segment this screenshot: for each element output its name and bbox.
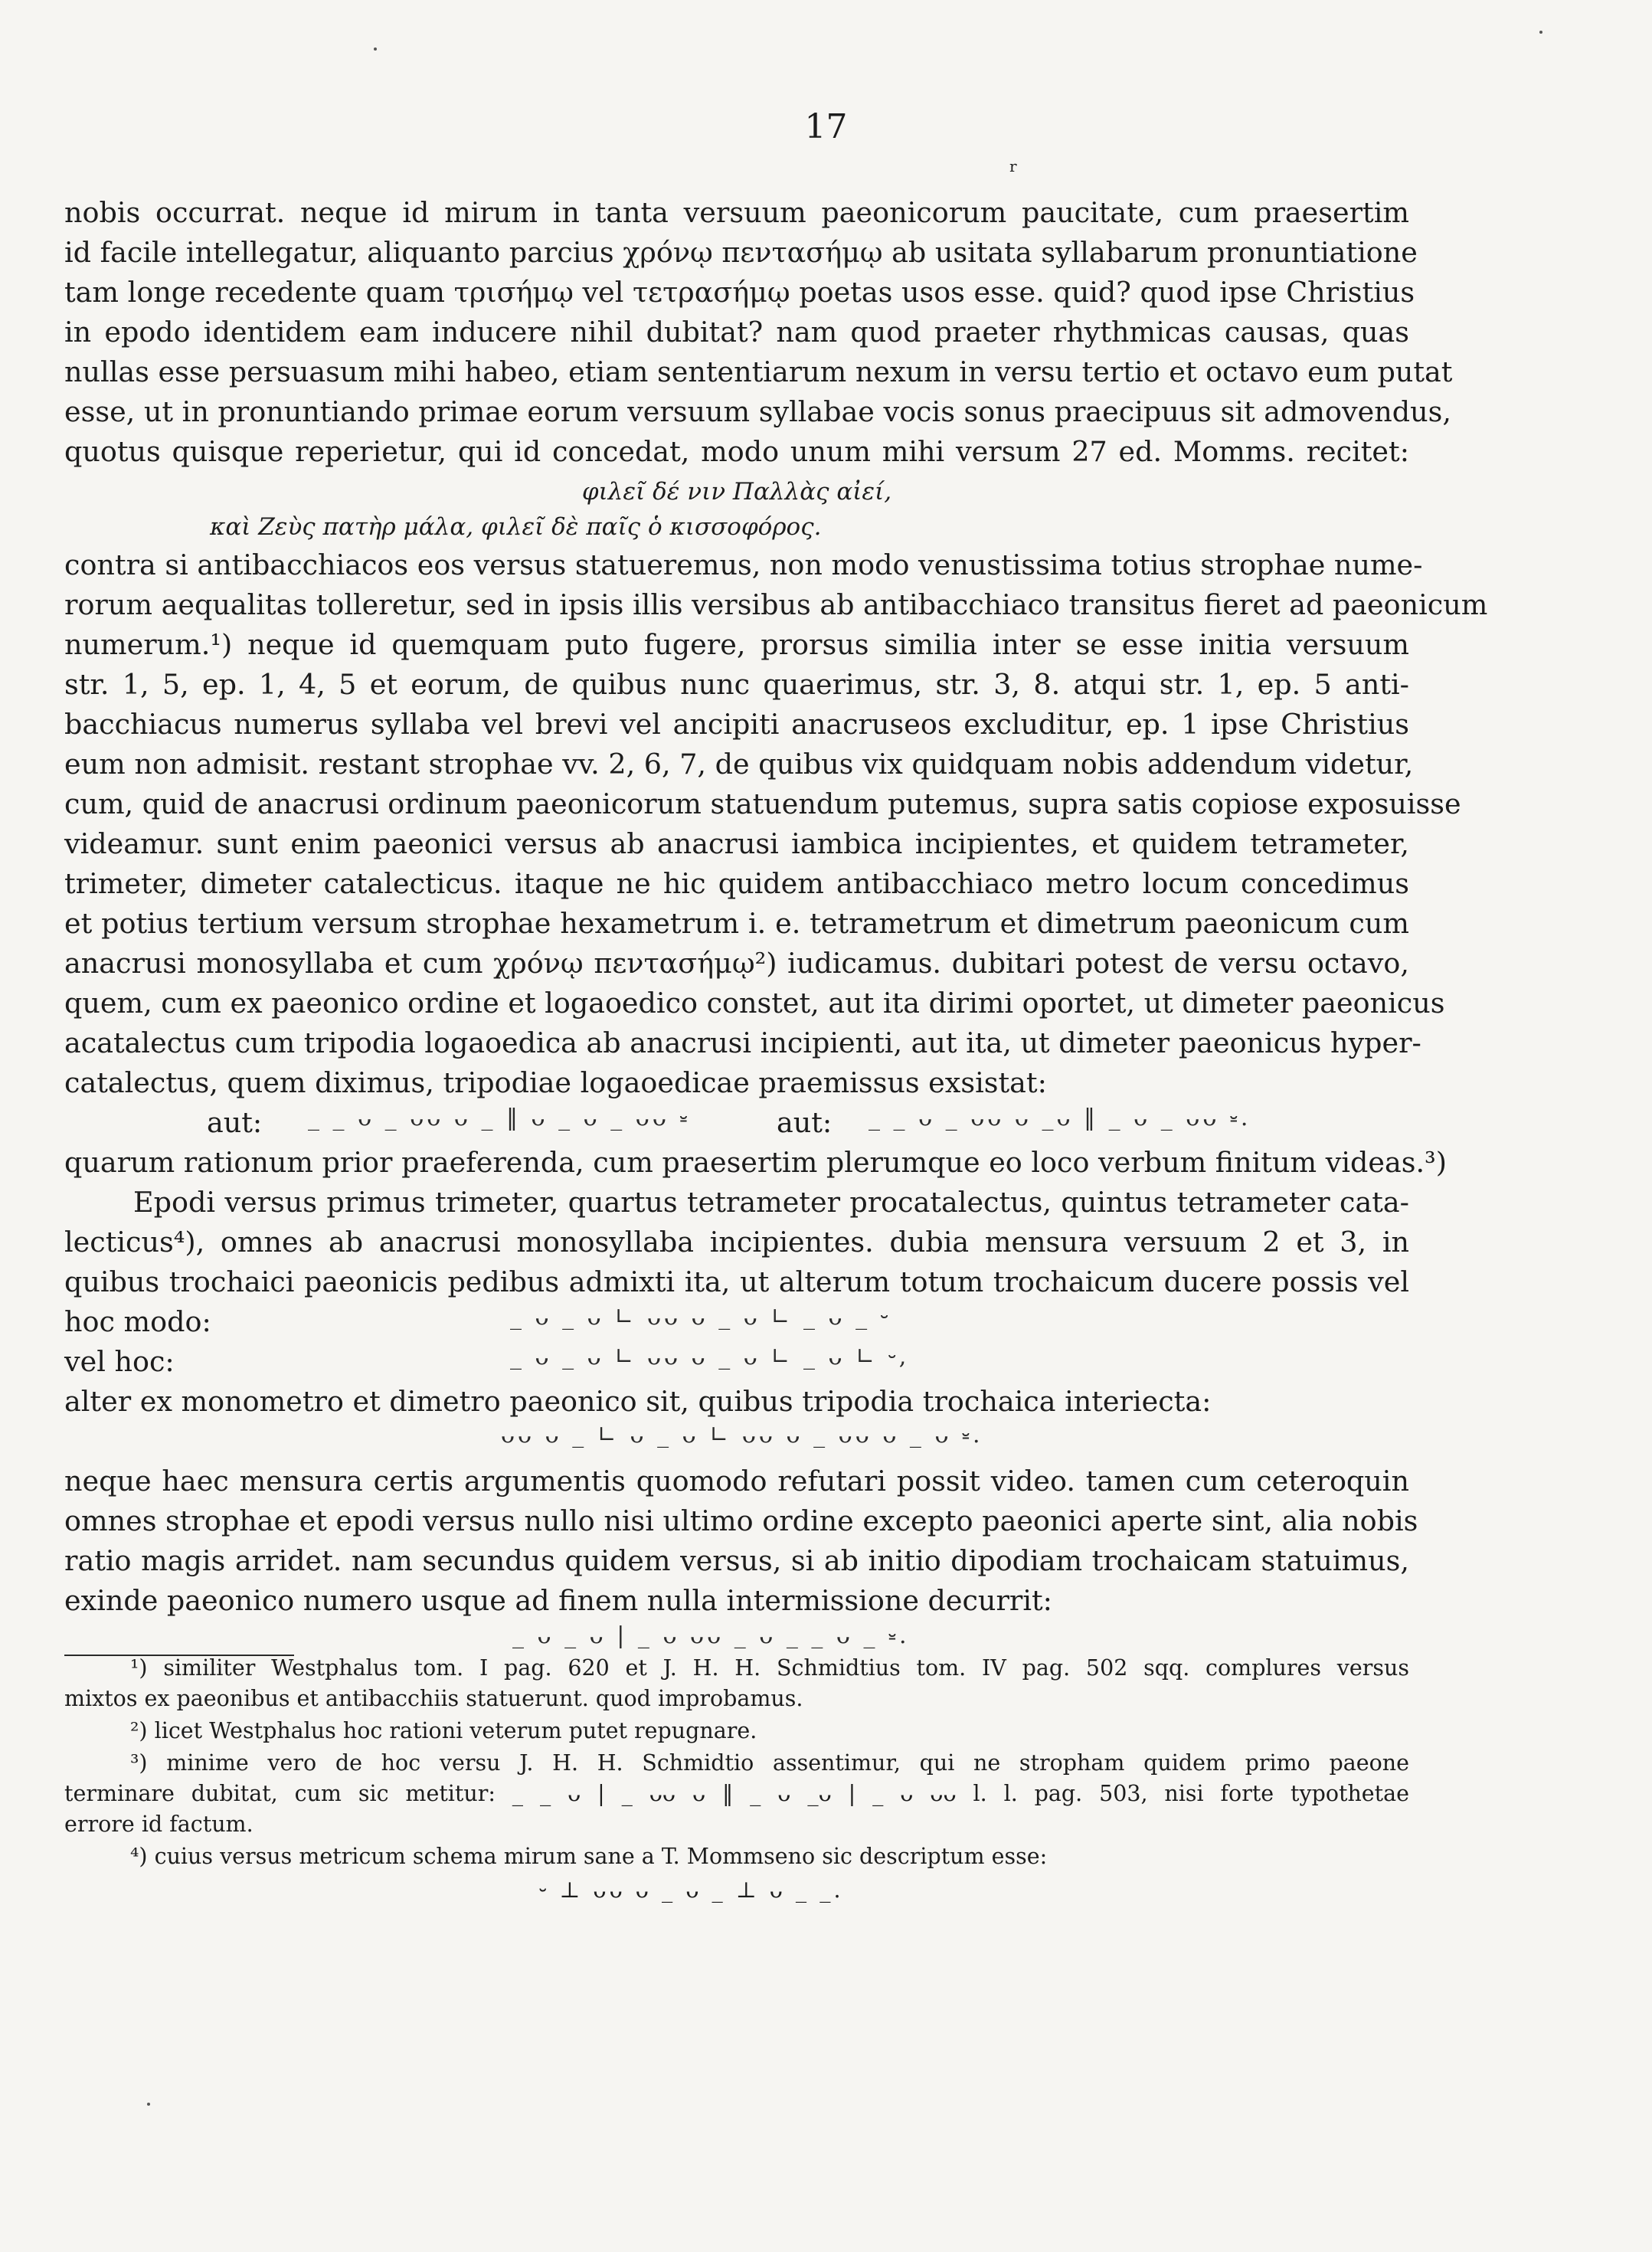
paper-speck — [374, 47, 377, 51]
text-line: nullas esse persuasum mihi habeo, etiam sententiarum nexum in versu tertio et octavo eum putat — [64, 355, 1453, 388]
metrical-scheme: _ _ ᴗ _ ᴗᴗ ᴗ _ᴗ ‖ _ ᴗ _ ᴗᴗ ⏓. — [869, 1105, 1251, 1131]
page-number: 17 — [804, 107, 848, 146]
text-line: in epodo identidem eam inducere nihil dubitat? nam quod praeter rhythmicas causas, quas — [64, 316, 1409, 349]
text-line: Epodi versus primus trimeter, quartus tetrameter procatalectus, quintus tetrameter cata- — [133, 1186, 1409, 1219]
text-line: lecticus⁴), omnes ab anacrusi monosyllaba incipientes. dubia mensura versuum 2 et 3, in — [64, 1226, 1409, 1259]
text-line: trimeter, dimeter catalecticus. itaque ne hic quidem antibacchiaco metro locum concedimus — [64, 867, 1409, 900]
text-line: quarum rationum prior praeferenda, cum praesertim plerumque eo loco verbum finitum videas.³) — [64, 1146, 1447, 1179]
text-line: videamur. sunt enim paeonici versus ab anacrusi iambica incipientes, et quidem tetrameter, — [64, 827, 1409, 860]
text-line: anacrusi monosyllaba et cum χρόνῳ πεντασήμῳ²) iudicamus. dubitari potest de versu octavo, — [64, 947, 1409, 980]
footnote-line: ²) licet Westphalus hoc rationi veterum putet repugnare. — [130, 1718, 757, 1743]
text-line: alter ex monometro et dimetro paeonico sit, quibus tripodia trochaica interiecta: — [64, 1385, 1212, 1418]
text-line: exinde paeonico numero usque ad finem nulla intermissione decurrit: — [64, 1584, 1052, 1617]
paper-speck — [1539, 31, 1542, 34]
footnote-line: terminare dubitat, cum sic metitur: _ _ ᴗ | _ ᴗᴗ ᴗ ‖ _ ᴗ _ᴗ | _ ᴗ ᴗᴗ l. l. pag. 503, nisi forte typothetae — [64, 1781, 1409, 1806]
text-line: neque haec mensura certis argumentis quomodo refutari possit video. tamen cum ceteroquin — [64, 1465, 1409, 1498]
paper-speck — [147, 2103, 150, 2106]
metrical-scheme: _ ᴗ _ ᴗ | _ ᴗ ᴗᴗ _ ᴗ _ _ ᴗ _ ⏓. — [512, 1622, 910, 1649]
text-line: numerum.¹) neque id quemquam puto fugere, prorsus similia inter se esse initia versuum — [64, 628, 1409, 661]
metrical-scheme: _ ᴗ _ ᴗ ∟ ᴗᴗ ᴗ _ ᴗ ∟ _ ᴗ ∟ ⏑, — [510, 1344, 910, 1370]
text-line: bacchiacus numerus syllaba vel brevi vel ancipiti anacruseos excluditur, ep. 1 ipse Christius — [64, 708, 1409, 741]
footnote-line: ¹) similiter Westphalus tom. I pag. 620 et J. H. H. Schmidtius tom. IV pag. 502 sqq. complures versus — [130, 1655, 1409, 1681]
text-line: quotus quisque reperietur, qui id concedat, modo unum mihi versum 27 ed. Momms. recitet: — [64, 435, 1409, 468]
metrical-scheme: ᴗᴗ ᴗ _ ∟ ᴗ _ ᴗ ∟ ᴗᴗ ᴗ _ ᴗᴗ ᴗ _ ᴗ ⏓. — [501, 1422, 983, 1448]
text-line: ratio magis arridet. nam secundus quidem versus, si ab initio dipodiam trochaicam statuimus, — [64, 1544, 1409, 1577]
text-line: esse, ut in pronuntiando primae eorum versuum syllabae vocis sonus praecipuus sit admovendus, — [64, 395, 1451, 428]
printer-mark: r — [1009, 157, 1017, 175]
text-line: quibus trochaici paeonicis pedibus admixti ita, ut alterum totum trochaicum ducere possis vel — [64, 1265, 1409, 1298]
footnote-line: mixtos ex paeonibus et antibacchiis statuerunt. quod improbamus. — [64, 1686, 803, 1711]
metrical-scheme: _ _ ᴗ _ ᴗᴗ ᴗ _ ‖ ᴗ _ ᴗ _ ᴗᴗ ⏓ — [308, 1105, 691, 1131]
greek-verse-line: καὶ Ζεὺς πατὴρ μάλα, φιλεῖ δὲ παῖς ὁ κισσοφόρος. — [210, 513, 822, 541]
text-line: nobis occurrat. neque id mirum in tanta versuum paeonicorum paucitate, cum praesertim — [64, 196, 1409, 229]
text-line: tam longe recedente quam τρισήμῳ vel τετρασήμῳ poetas usos esse. quid? quod ipse Christius — [64, 276, 1415, 309]
text-line: cum, quid de anacrusi ordinum paeonicorum statuendum putemus, supra satis copiose exposuisse — [64, 787, 1461, 820]
text-line: et potius tertium versum strophae hexametrum i. e. tetrametrum et dimetrum paeonicum cum — [64, 907, 1409, 940]
text-line: rorum aequalitas tolleretur, sed in ipsis illis versibus ab antibacchiaco transitus fieret ad paeonicum — [64, 588, 1488, 621]
footnote-line: errore id factum. — [64, 1812, 254, 1837]
footnote-line: ³) minime vero de hoc versu J. H. H. Schmidtio assentimur, qui ne stropham quidem primo paeone — [130, 1750, 1409, 1776]
text-line: str. 1, 5, ep. 1, 4, 5 et eorum, de quibus nunc quaerimus, str. 3, 8. atqui str. 1, ep. 5 anti- — [64, 668, 1409, 701]
text-line: acatalectus cum tripodia logaoedica ab anacrusi incipienti, aut ita, ut dimeter paeonicus hyper- — [64, 1026, 1421, 1059]
text-line: catalectus, quem diximus, tripodiae logaoedicae praemissus exsistat: — [64, 1066, 1047, 1099]
footnote-line: ⁴) cuius versus metricum schema mirum sane a T. Mommseno sic descriptum esse: — [130, 1844, 1048, 1869]
text-line: omnes strophae et epodi versus nullo nisi ultimo ordine excepto paeonici aperte sint, alia nobis — [64, 1504, 1418, 1537]
metrical-scheme: ⏑ ⊥ ᴗᴗ ᴗ _ ᴗ _ ⊥ ᴗ _ _. — [539, 1877, 844, 1903]
text-line: vel hoc: — [64, 1345, 175, 1378]
metrical-scheme: _ ᴗ _ ᴗ ∟ ᴗᴗ ᴗ _ ᴗ ∟ _ ᴗ _ ⏑ — [510, 1304, 891, 1331]
text-line: eum non admisit. restant strophae vv. 2, 6, 7, de quibus vix quidquam nobis addendum videtur, — [64, 748, 1414, 781]
text-line: quem, cum ex paeonico ordine et logaoedico constet, aut ita dirimi oportet, ut dimeter paeonicus — [64, 987, 1445, 1020]
aut-label: aut: — [777, 1106, 833, 1139]
greek-verse-line: φιλεῖ δέ νιν Παλλὰς αἰεί, — [581, 478, 892, 506]
aut-label: aut: — [207, 1106, 263, 1139]
text-line: id facile intellegatur, aliquanto parcius χρόνῳ πεντασήμῳ ab usitata syllabarum pronuntiatione — [64, 236, 1418, 269]
text-line: contra si antibacchiacos eos versus statueremus, non modo venustissima totius strophae nume- — [64, 548, 1423, 581]
text-line: hoc modo: — [64, 1305, 211, 1338]
